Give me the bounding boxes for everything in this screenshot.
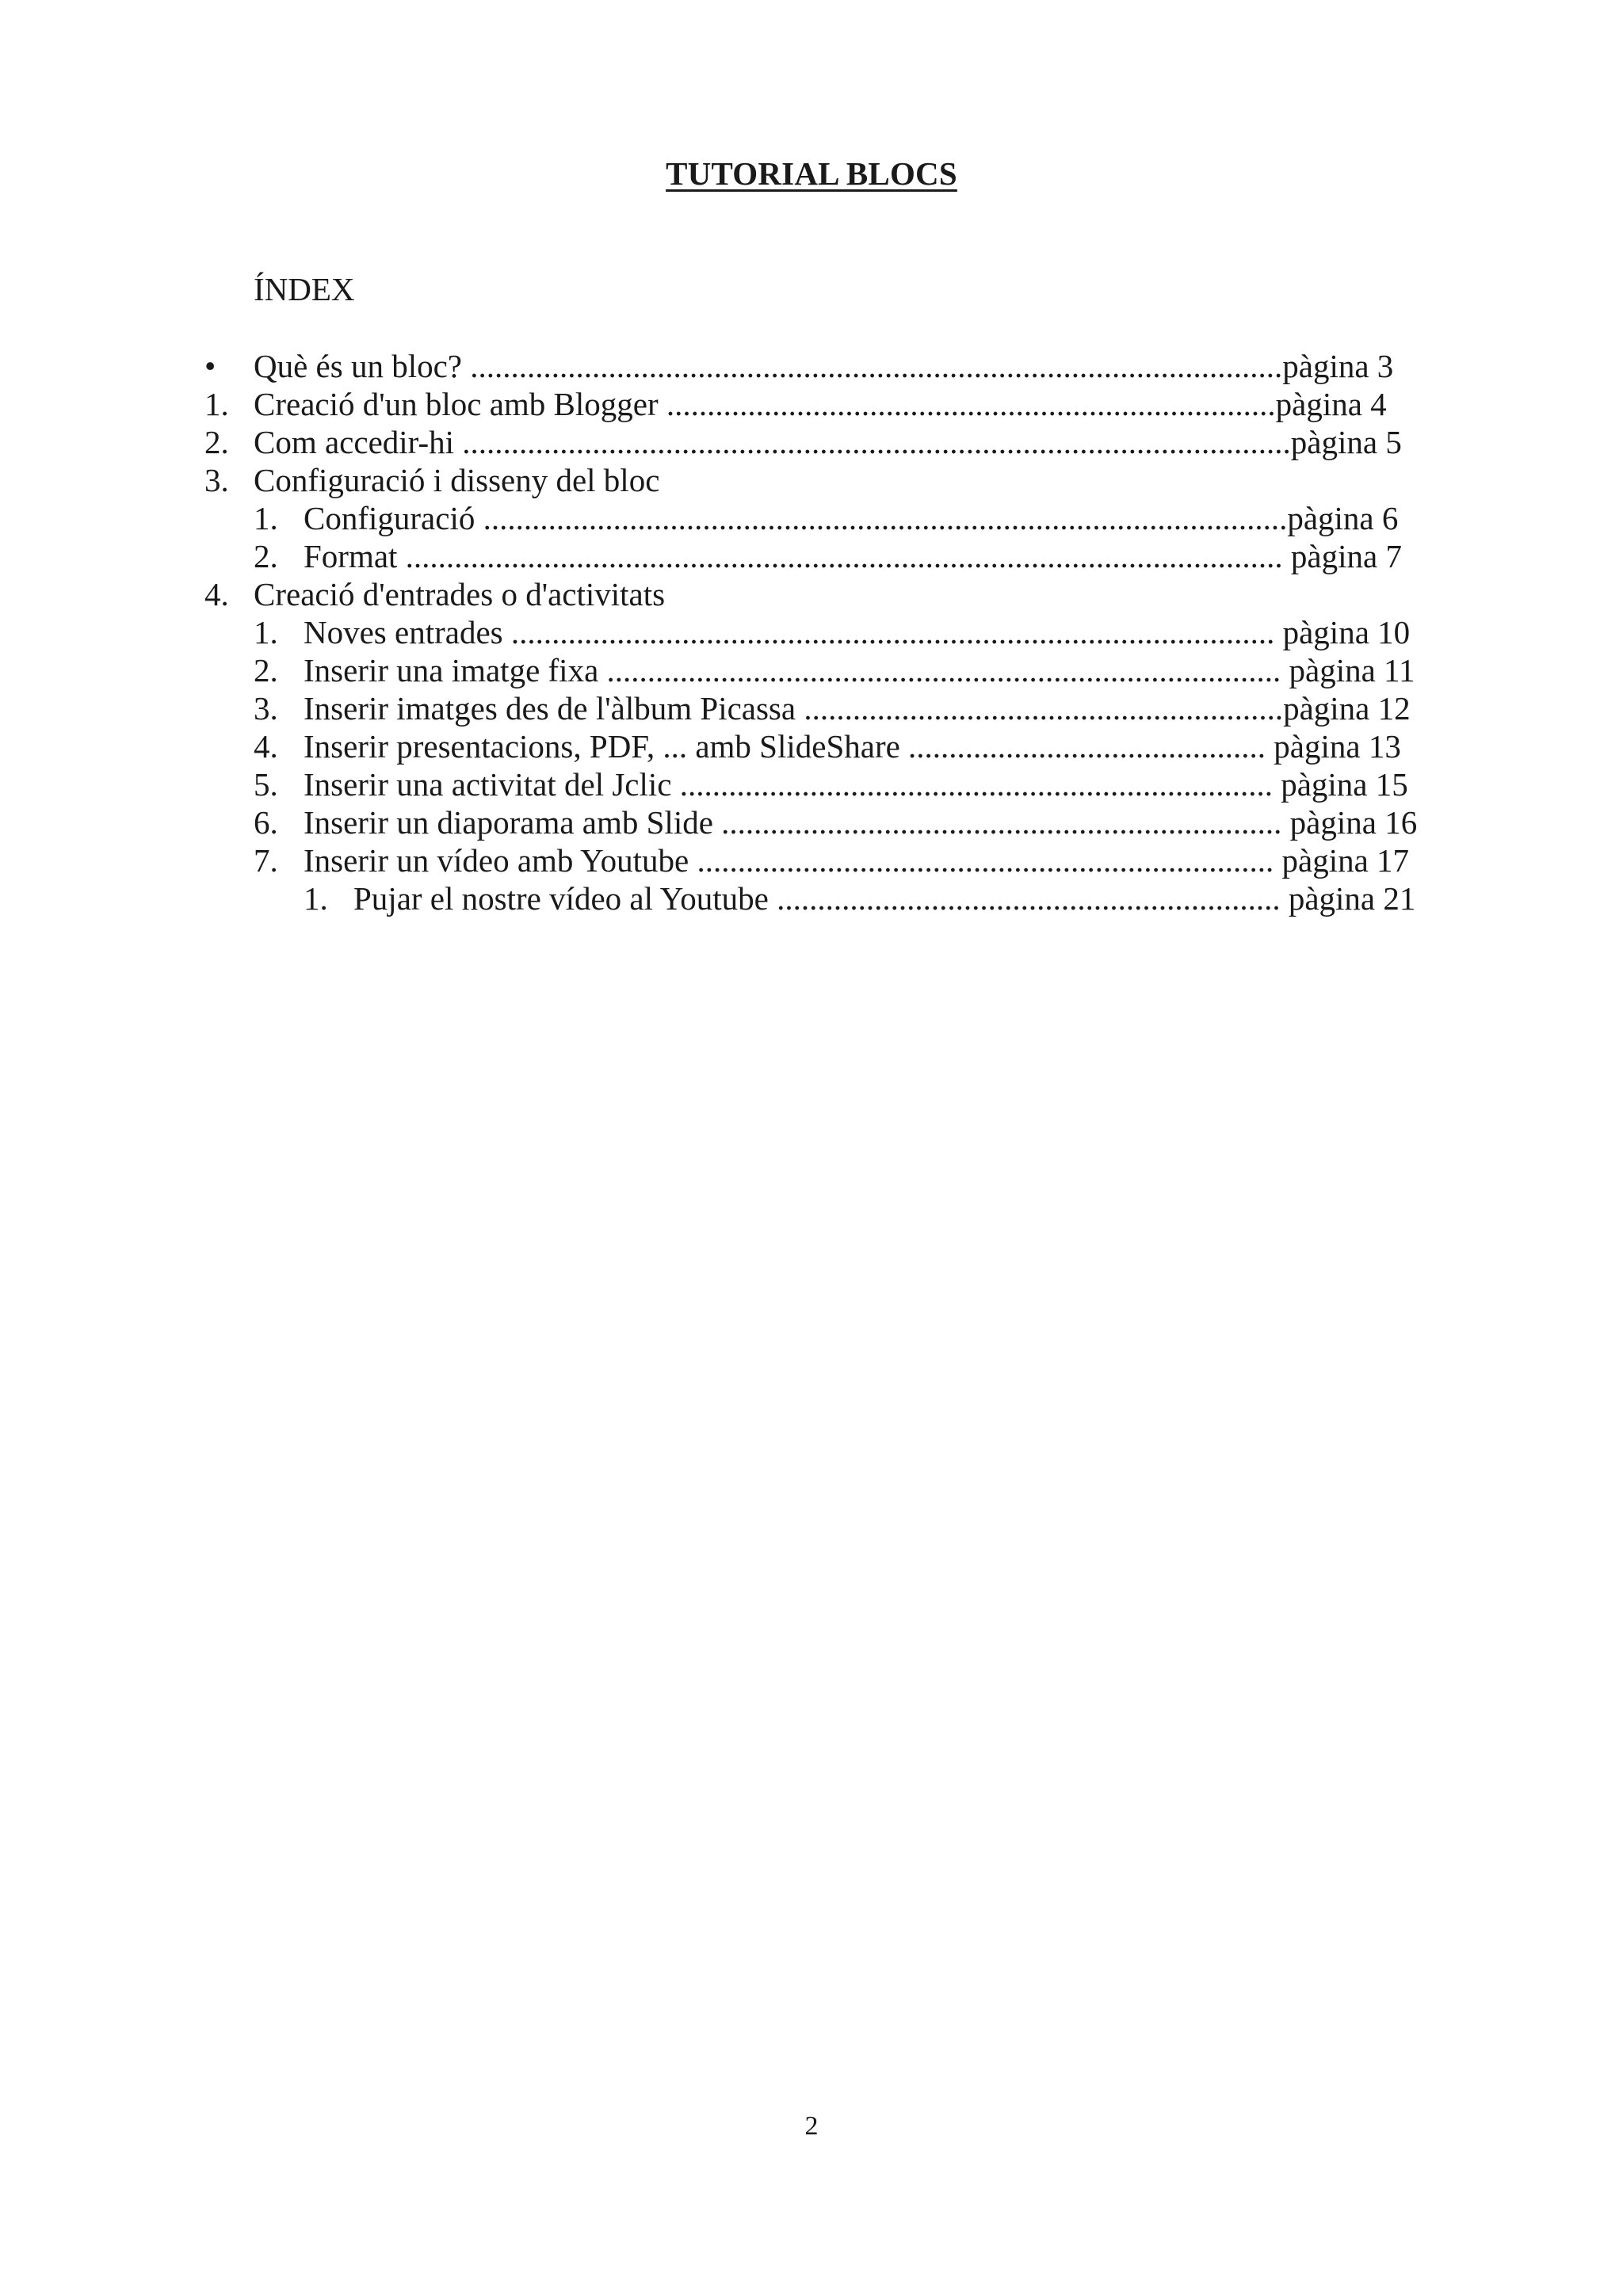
toc-entry-text: Inserir una imatge fixa ................................................................................... pàgina 11 bbox=[304, 652, 1415, 688]
toc-entry bbox=[0, 803, 1623, 841]
toc-entry bbox=[0, 385, 1623, 423]
toc-entry-marker: 2. bbox=[254, 538, 278, 574]
toc-entry bbox=[0, 499, 1623, 537]
toc-entry bbox=[0, 689, 1623, 727]
toc-entry-text: Configuració ...................................................................................................pàgina 6 bbox=[304, 500, 1399, 536]
toc-entry-text: Inserir un vídeo amb Youtube ....................................................................... pàgina 17 bbox=[304, 842, 1410, 879]
toc-entry-marker: 3. bbox=[254, 690, 278, 727]
toc-entry-marker: 4. bbox=[254, 728, 278, 765]
toc-entry-marker: 3. bbox=[204, 462, 229, 498]
page-number: 2 bbox=[804, 2111, 819, 2141]
toc-entry-text: Creació d'un bloc amb Blogger ...........................................................................pàgina 4 bbox=[254, 386, 1387, 422]
toc-entry bbox=[0, 727, 1623, 765]
toc-entry-text: Inserir un diaporama amb Slide ..................................................................... pàgina 16 bbox=[304, 804, 1418, 841]
toc-entry bbox=[0, 461, 1623, 499]
toc-entry bbox=[0, 537, 1623, 575]
toc-entry-text: Què és un bloc? ....................................................................................................pàgina 3 bbox=[254, 348, 1394, 384]
toc-entry-text: Creació d'entrades o d'activitats bbox=[254, 576, 666, 612]
toc-entry bbox=[0, 765, 1623, 803]
toc-entry-text: Inserir imatges des de l'àlbum Picassa ...........................................................pàgina 12 bbox=[304, 690, 1411, 727]
toc-entry bbox=[0, 651, 1623, 689]
toc-entry-text: Inserir una activitat del Jclic ......................................................................... pàgina 15 bbox=[304, 766, 1408, 803]
toc-entry bbox=[0, 613, 1623, 651]
document-title: TUTORIAL BLOCS bbox=[666, 155, 957, 192]
toc-entry-text: Pujar el nostre vídeo al Youtube .............................................................. pàgina 21 bbox=[353, 880, 1416, 917]
index-heading: ÍNDEX bbox=[254, 271, 355, 307]
toc-entry-marker: 1. bbox=[254, 614, 278, 650]
toc-entry-marker: 2. bbox=[254, 652, 278, 688]
toc-entry bbox=[0, 841, 1623, 879]
toc-entry-marker: • bbox=[204, 348, 216, 384]
toc-entry-text: Configuració i disseny del bloc bbox=[254, 462, 660, 498]
toc-entry-text: Com accedir-hi ......................................................................................................pàgina 5 bbox=[254, 424, 1402, 460]
toc-entry bbox=[0, 575, 1623, 613]
toc-entry-marker: 5. bbox=[254, 766, 278, 803]
toc-entry-text: Inserir presentacions, PDF, ... amb SlideShare ............................................ pàgina 13 bbox=[304, 728, 1401, 765]
toc-entry-marker: 2. bbox=[204, 424, 229, 460]
toc-entry-marker: 1. bbox=[254, 500, 278, 536]
toc-entry-marker: 7. bbox=[254, 842, 278, 879]
toc-entry bbox=[0, 423, 1623, 461]
toc-entry-marker: 1. bbox=[304, 880, 328, 917]
toc-entry-marker: 1. bbox=[204, 386, 229, 422]
toc-entry bbox=[0, 347, 1623, 385]
toc-entry bbox=[0, 879, 1623, 917]
toc-entry-marker: 6. bbox=[254, 804, 278, 841]
toc-entry-text: Noves entrades .............................................................................................. pàgina 10 bbox=[304, 614, 1411, 650]
toc-entry-marker: 4. bbox=[204, 576, 229, 612]
toc-entry-text: Format ............................................................................................................ pàgina 7 bbox=[304, 538, 1402, 574]
